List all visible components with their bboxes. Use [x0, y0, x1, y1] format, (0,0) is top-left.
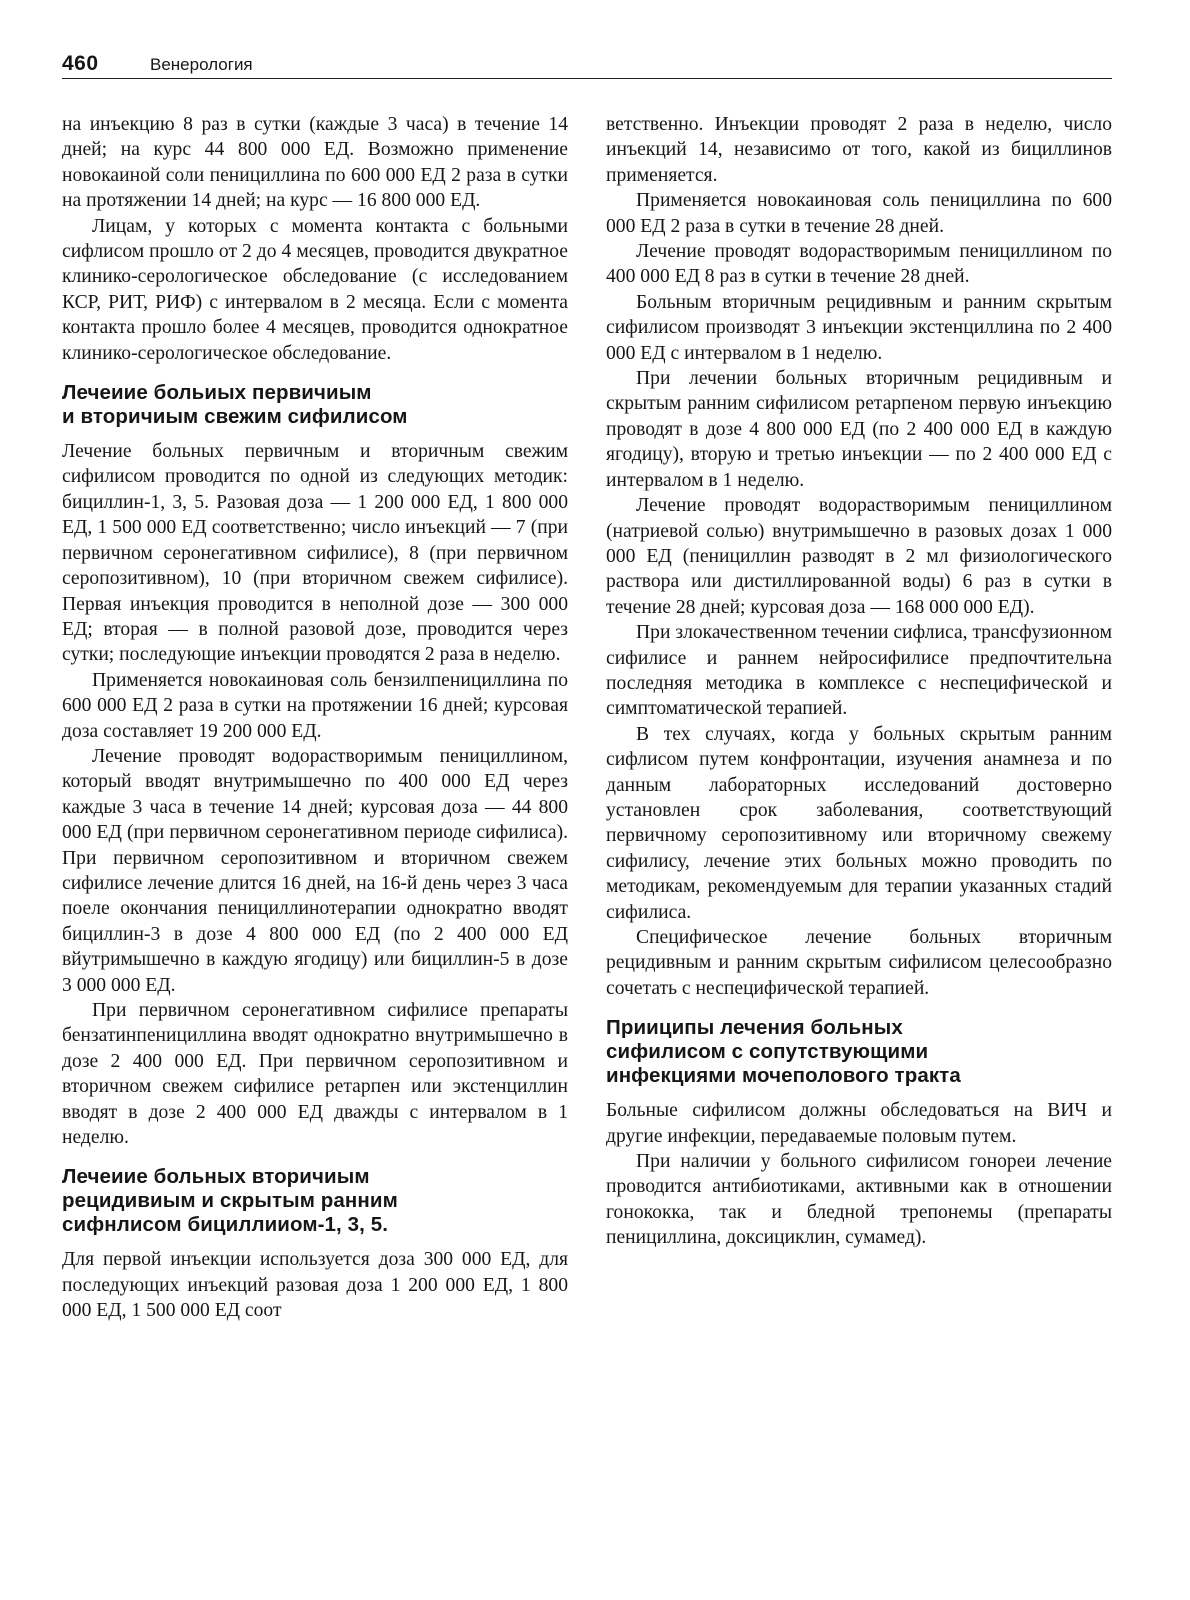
spacer — [606, 1001, 1112, 1016]
paragraph: ветственно. Инъекции проводят 2 раза в неделю, число инъекций 14, независимо от того, какой из бициллинов применяется. — [606, 114, 1112, 186]
heading-line: Лечеиие больных вторичиым — [62, 1165, 370, 1189]
spacer — [62, 429, 568, 439]
paragraph: Применяется новокаиновая соль бензилпенициллина по 600 000 ЕД 2 раза в сутки на протяжении 16 дней; курсовая доза составляет 19 200 000 ЕД. — [62, 669, 568, 742]
paragraph: Применяется новокаиновая соль пенициллина по 600 000 ЕД 2 раза в сутки в течение 28 дней. — [606, 190, 1112, 237]
heading-line: Прииципы лечения больных — [606, 1016, 903, 1040]
page-number: 460 — [62, 52, 99, 75]
section-heading — [62, 381, 568, 429]
heading-line: Лечеиие больиых первичиым — [62, 381, 372, 405]
paragraph: Лечение проводят водорастворимым пенициллином по 400 000 ЕД 8 раз в сутки в течение 28 дней. — [606, 241, 1112, 288]
header-rule — [62, 78, 1112, 79]
spacer — [62, 366, 568, 381]
paragraph: на инъекцию 8 раз в сутки (каждые 3 часа) в течение 14 дней; на курс 44 800 000 ЕД. Возможно применение новокаиной соли пенициллина по 600 000 ЕД 2 раза в сутки на протяжении 14 дней; на курс — 16 800 000 ЕД. — [62, 114, 568, 212]
running-title: Венерология — [150, 55, 253, 74]
heading-line: и вторичиым свежим сифилисом — [62, 405, 408, 429]
paragraph: Для первой инъекции используется доза 300 000 ЕД, для последующих инъекций разовая доза 1 200 000 ЕД, 1 800 000 ЕД, 1 500 000 ЕД соот — [62, 1249, 568, 1322]
left-column — [62, 112, 568, 1324]
right-column — [606, 112, 1112, 1251]
paragraph: В тех случаях, когда у больных скрытым ранним сифлисом путем конфронтации, изучения анамнеза и по данным лабораторных исследований достоверно установлен срок заболевания, соответствующий первичному серопозитивному или вторичному свежему сифилису, лечение этих больных можно проводить по методикам, рекомендуемым для терапии указанных стадий сифилиса. — [606, 723, 1112, 923]
spacer — [62, 1150, 568, 1165]
paragraph: Лечение проводят водорастворимым пенициллином (натриевой солью) внутримышечно в разовых дозах 1 000 000 ЕД (пенициллин разводят в 2 мл физиологического раствора или дистиллированной воды) 6 раз в сутки в течение 28 дней; курсовая доза — 168 000 000 ЕД). — [606, 495, 1112, 618]
paragraph: Лечение больных первичным и вторичным свежим сифилисом проводится по одной из следующих методик: бициллин-1, 3, 5. Разовая доза — 1 200 000 ЕД, 1 800 000 ЕД, 1 500 000 ЕД соответственно; число инъекций — 7 (при первичном серонегативном сифилисе), 8 (при первичном серопозитивном), 10 (при вторичном свежем сифилисе). Первая инъекция проводится в неполной дозе — 300 000 ЕД; вторая — в полной разовой дозе, проводится через сутки; последующие инъекции проводятся 2 раза в неделю. — [62, 441, 568, 666]
paragraph: Больные сифилисом должны обследоваться на ВИЧ и другие инфекции, передаваемые половым путем. — [606, 1100, 1112, 1147]
section-heading — [62, 1165, 568, 1237]
heading-line: сифнлисом бициллииом-1, 3, 5. — [62, 1213, 389, 1237]
paragraph: Специфическое лечение больных вторичным рецидивным и ранним скрытым сифилисом целесообразно сочетать с неспецифической терапией. — [606, 927, 1112, 999]
spacer — [606, 1088, 1112, 1098]
paragraph: Больным вторичным рецидивным и ранним скрытым сифилисом производят 3 инъекции экстенциллина по 2 400 000 ЕД с интервалом в 1 неделю. — [606, 291, 1112, 364]
paragraph: При лечении больных вторичным рецидивным и скрытым ранним сифилисом ретарпеном первую инъекцию проводят в дозе 4 800 000 ЕД (по 2 400 000 ЕД в каждую ягодицу), вторую и третью инъекции — по 2 400 000 ЕД с интервалом в 1 неделю. — [606, 368, 1112, 491]
paragraph: При злокачественном течении сифлиса, трансфузионном сифилисе и раннем нейросифилисе предпочтительна последняя методика в комплексе с неспецифической и симптоматической терапией. — [606, 622, 1112, 720]
heading-line: сифилисом с сопутствующими — [606, 1040, 929, 1064]
heading-line: рецидивиым и скрытым ранним — [62, 1189, 398, 1213]
heading-line: инфекциями мочеполового тракта — [606, 1064, 961, 1088]
paragraph: При наличии у больного сифилисом гонореи лечение проводится антибиотиками, активными как в отношении гонококка, так и бледной трепонемы (препараты пенициллина, доксициклин, сумамед). — [606, 1151, 1112, 1249]
spacer — [62, 1237, 568, 1247]
paragraph: При первичном серонегативном сифилисе препараты бензатинпенициллина вводят однократно внутримышечно в дозе 2 400 000 ЕД. При первичном серопозитивном и вторичном свежем сифилисе ретарпен или экстенциллин вводят в дозе 2 400 000 ЕД дважды с интервалом в 1 неделю. — [62, 1000, 568, 1149]
section-heading — [606, 1016, 1112, 1088]
paragraph: Лицам, у которых с момента контакта с больными сифлисом прошло от 2 до 4 месяцев, проводится двукратное клинико-серологическое обследование (с исследованием КСР, РИТ, РИФ) с интервалом в 2 месяца. Если с момента контакта прошло более 4 месяцев, проводится однократное клинико-серологическое обследование. — [62, 215, 568, 364]
paragraph: Лечение проводят водорастворимым пенициллином, который вводят внутримышечно по 400 000 ЕД через каждые 3 часа в течение 14 дней; курсовая доза — 44 800 000 ЕД (при первичном серонегативном периоде сифилиса). При первичном серопозитивном и вторичном свежем сифилисе лечение длится 16 дней, на 16-й день через 3 часа поеле окончания пенициллинотерапии однократно вводят бициллин-3 в дозе 4 800 000 ЕД (по 2 400 000 ЕД вйутримышечно в каждую ягодицу) или бициллин-5 в дозе 3 000 000 ЕД. — [62, 745, 568, 996]
